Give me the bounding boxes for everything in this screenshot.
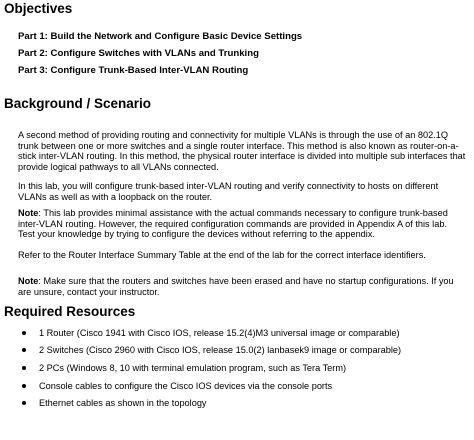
resource-item xyxy=(18,377,468,395)
resource-item xyxy=(18,324,468,342)
resources-heading: Required Resources xyxy=(4,304,136,319)
background-paragraph-1: A second method of providing routing and connectivity for multiple VLANs is through the use of an 802.1Q trunk between one or more switches and a single router interface. This method is also known as router-on-a-stick inter-VLAN routing. In this method, the physical router interface is divided into multiple sub interfaces that provide logical pathways to all VLANs connected. xyxy=(18,130,466,172)
note-label-2: Note xyxy=(18,276,39,286)
background-paragraph-3: Refer to the Router Interface Summary Table at the end of the lab for the correct interface identifiers. xyxy=(18,250,426,260)
bullet-icon xyxy=(22,366,26,370)
note-label-1: Note xyxy=(18,208,39,218)
resource-item xyxy=(18,342,468,360)
note-paragraph-1 xyxy=(18,208,466,240)
resource-item-text: Ethernet cables as shown in the topology xyxy=(39,398,207,409)
background-paragraph-2: In this lab, you will configure trunk-based inter-VLAN routing and verify connectivity to hosts on different VLANs as well as with a loopback on the router. xyxy=(18,181,439,202)
resource-item-text: 2 PCs (Windows 8, 10 with terminal emulation program, such as Tera Term) xyxy=(39,362,347,373)
resource-item-text: 1 Router (Cisco 1941 with Cisco IOS, release 15.2(4)M3 universal image or comparable) xyxy=(39,327,400,338)
resources-list xyxy=(18,324,468,412)
objective-part-3: Part 3: Configure Trunk-Based Inter-VLAN Routing xyxy=(18,65,249,76)
resource-item xyxy=(18,394,468,412)
bullet-icon xyxy=(22,384,26,388)
objective-part-2: Part 2: Configure Switches with VLANs and Trunking xyxy=(18,48,259,59)
bullet-icon xyxy=(22,401,26,405)
objectives-heading: Objectives xyxy=(4,1,73,16)
resource-item-text: Console cables to configure the Cisco IOS devices via the console ports xyxy=(39,380,333,391)
background-heading: Background / Scenario xyxy=(4,96,152,111)
resource-item-text: 2 Switches (Cisco 2960 with Cisco IOS, release 15.0(2) lanbasek9 image or comparable) xyxy=(39,345,402,356)
bullet-icon xyxy=(22,348,26,352)
resource-item xyxy=(18,359,468,377)
note-paragraph-2 xyxy=(18,276,466,297)
note-text-2: : Make sure that the routers and switches have been erased and have no startup configurations. If you are unsure, contact your instructor. xyxy=(18,276,454,297)
bullet-icon xyxy=(22,331,26,335)
objective-part-1: Part 1: Build the Network and Configure Basic Device Settings xyxy=(18,31,303,42)
note-text-1: : This lab provides minimal assistance with the actual commands necessary to configure trunk-based inter-VLAN routing. However, the required configuration commands are provided in Appendix A of this lab. Test your knowledge by trying to configure the devices without referring to the appendix. xyxy=(18,208,448,240)
